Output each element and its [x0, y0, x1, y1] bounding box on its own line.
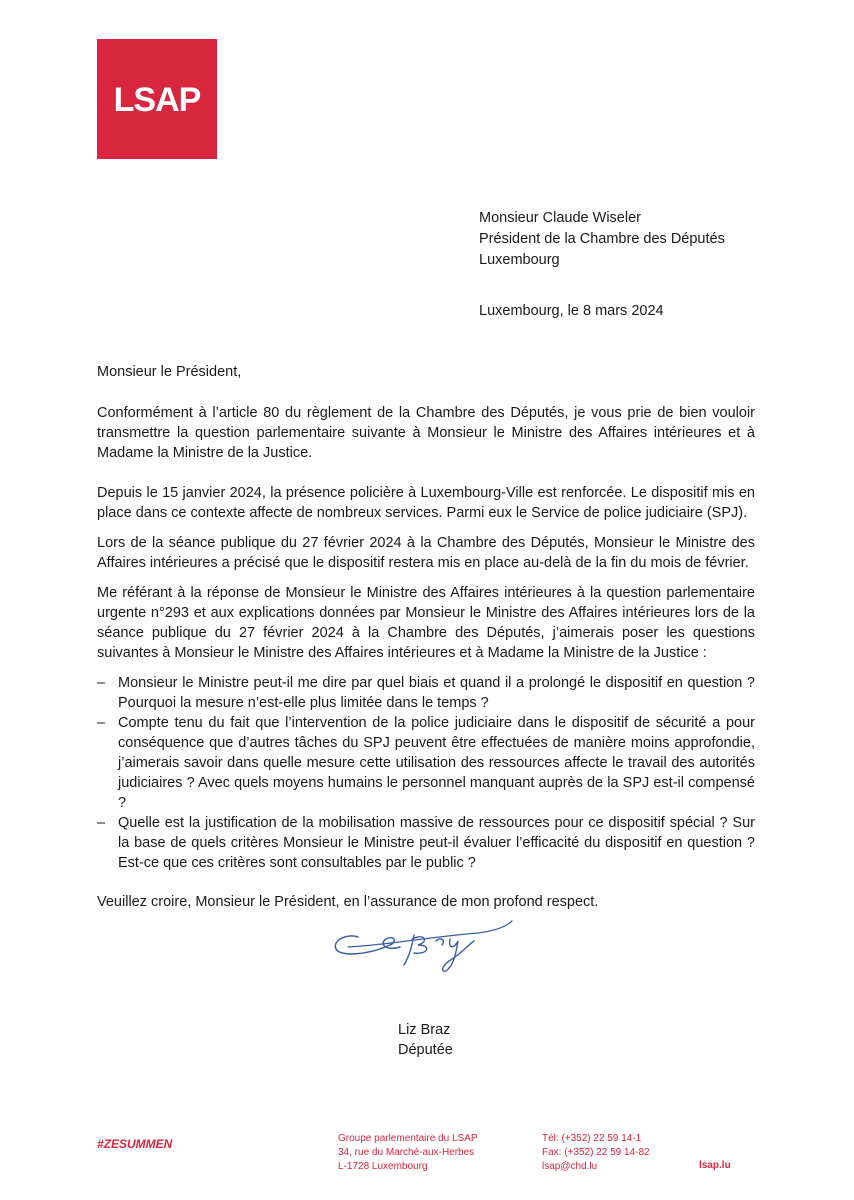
footer-hashtag: #ZESUMMEN [97, 1137, 173, 1151]
bullet-dash: – [97, 815, 106, 831]
handwritten-signature [328, 915, 518, 975]
paragraph-reference: Me référant à la réponse de Monsieur le Ministre des Affaires intérieures à la question parlementaire urgente n°293 et aux explications données par Monsieur le Ministre des Affaires intérieures lors de la séance publique du 27 février 2024 à la Chambre des Députés, j’aimerais poser les questions suivantes à Monsieur le Ministre des Affaires intérieures et à Madame la Ministre de la Justice : [97, 585, 755, 661]
question-text: Compte tenu du fait que l’intervention de la police judiciaire dans le dispositif de sécurité a pour conséquence que d’autres tâches du SPJ peuvent être effectuées de manière moins approfondie, j’aimerais savoir dans quelle mesure cette utilisation des ressources affecte le travail des autorités judiciaires ? Avec quels moyens humains le personnel manquant auprès de la SPJ est-il compensé ? [118, 715, 755, 811]
footer-fax: Fax: (+352) 22 59 14-82 [542, 1147, 650, 1158]
closing-formula: Veuillez croire, Monsieur le Président, en l’assurance de mon profond respect. [97, 894, 599, 910]
paragraph-session: Lors de la séance publique du 27 février 2024 à la Chambre des Députés, Monsieur le Ministre des Affaires intérieures a précisé que le dispositif restera mis en place au-delà de la fin du mois de février. [97, 535, 755, 571]
footer [0, 1132, 854, 1182]
signer-name: Liz Braz [398, 1022, 451, 1038]
list-item [97, 673, 755, 713]
lsap-logo [97, 39, 217, 159]
list-item [97, 713, 755, 813]
salutation: Monsieur le Président, [97, 364, 242, 380]
letter-date: Luxembourg, le 8 mars 2024 [479, 303, 664, 319]
question-text: Quelle est la justification de la mobilisation massive de ressources pour ce dispositif spécial ? Sur la base de quels critères Monsieur le Ministre peut-il évaluer l’efficacité du dispositif en question ? Est-ce que ces critères sont consultables par le public ? [118, 815, 755, 871]
recipient-city: Luxembourg [479, 252, 560, 268]
footer-address [338, 1132, 478, 1174]
signer-block [398, 1020, 453, 1060]
footer-phone: Tél: (+352) 22 59 14-1 [542, 1133, 642, 1144]
list-item [97, 813, 755, 873]
paragraph-intro: Conformément à l’article 80 du règlement de la Chambre des Députés, je vous prie de bien vouloir transmettre la question parlementaire suivante à Monsieur le Ministre des Affaires intérieures et à Madame la Ministre de la Justice. [97, 405, 755, 461]
footer-contact [542, 1132, 650, 1174]
address-line: Groupe parlementaire du LSAP [338, 1133, 478, 1144]
question-list [97, 673, 755, 873]
footer-email: lsap@chd.lu [542, 1161, 598, 1172]
recipient-title: Président de la Chambre des Députés [479, 231, 725, 247]
question-text: Monsieur le Ministre peut-il me dire par quel biais et quand il a prolongé le dispositif en question ? Pourquoi la mesure n’est-elle plus limitée dans le temps ? [118, 675, 755, 711]
letter-body [97, 362, 755, 912]
bullet-dash: – [97, 715, 106, 731]
recipient-name: Monsieur Claude Wiseler [479, 210, 641, 226]
bullet-dash: – [97, 675, 106, 691]
paragraph-context: Depuis le 15 janvier 2024, la présence policière à Luxembourg-Ville est renforcée. Le dispositif mis en place dans ce contexte affecte de nombreux services. Parmi eux le Service de police judiciaire (SPJ). [97, 485, 755, 521]
signer-title: Députée [398, 1042, 453, 1058]
logo-text: LSAP [113, 80, 201, 119]
recipient-block [479, 208, 725, 271]
address-line: 34, rue du Marché-aux-Herbes [338, 1147, 475, 1158]
footer-website: lsap.lu [699, 1160, 731, 1171]
address-line: L-1728 Luxembourg [338, 1161, 428, 1172]
